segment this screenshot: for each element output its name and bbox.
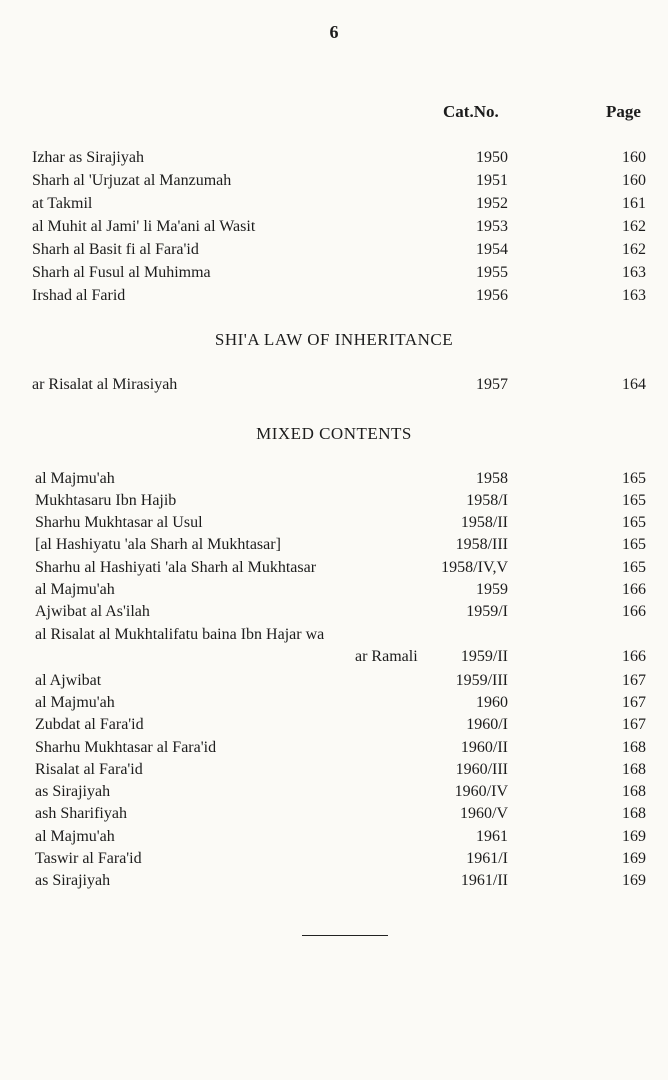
- entry-page: 167: [622, 694, 646, 711]
- entry-title: al Majmu'ah: [35, 470, 115, 487]
- entry-title: [al Hashiyatu 'ala Sharh al Mukhtasar]: [35, 536, 281, 553]
- entry-title: ar Risalat al Mirasiyah: [32, 376, 178, 393]
- entry-cat-no: 1956: [476, 287, 508, 304]
- catalog-row: [0, 468, 668, 490]
- entry-title: al Risalat al Mukhtalifatu baina Ibn Hajar wa: [35, 626, 325, 643]
- entry-page: 163: [622, 264, 646, 281]
- catalog-row: [0, 216, 668, 238]
- entry-cat-no: 1958/III: [455, 536, 508, 553]
- catalog-row: [0, 579, 668, 601]
- entry-title: Irshad al Farid: [32, 287, 126, 304]
- entry-title: as Sirajiyah: [35, 872, 111, 889]
- catalog-row: [0, 646, 668, 668]
- entry-page: 162: [622, 218, 646, 235]
- entry-title: al Majmu'ah: [35, 581, 115, 598]
- catalog-row: [0, 737, 668, 759]
- entry-title: Taswir al Fara'id: [35, 850, 142, 867]
- entry-page: 166: [622, 603, 646, 620]
- catalog-row: [0, 262, 668, 284]
- entry-title: as Sirajiyah: [35, 783, 111, 800]
- entry-title: Mukhtasaru Ibn Hajib: [35, 492, 177, 509]
- entry-cat-no: 1960/V: [460, 805, 508, 822]
- entry-cat-no: 1959/II: [460, 648, 508, 665]
- entry-cat-no: 1959/I: [466, 603, 508, 620]
- catalog-row: [0, 512, 668, 534]
- entry-page: 165: [622, 559, 646, 576]
- entry-page: 164: [622, 376, 646, 393]
- catalog-row: [0, 147, 668, 169]
- catalog-row: [0, 601, 668, 623]
- entry-page: 169: [622, 850, 646, 867]
- entry-page: 163: [622, 287, 646, 304]
- entry-page: 160: [622, 149, 646, 166]
- catalog-row: [0, 670, 668, 692]
- entry-page: 165: [622, 492, 646, 509]
- catalog-row: [0, 624, 668, 646]
- catalog-row: [0, 374, 668, 396]
- entry-title: ash Sharifiyah: [35, 805, 127, 822]
- catalog-row: [0, 714, 668, 736]
- entry-cat-no: 1950: [476, 149, 508, 166]
- entry-page: 165: [622, 470, 646, 487]
- entry-cat-no: 1954: [476, 241, 508, 258]
- entry-title: Sharhu Mukhtasar al Fara'id: [35, 739, 217, 756]
- entry-page: 165: [622, 536, 646, 553]
- page-header: Page: [606, 102, 641, 121]
- entry-page: 167: [622, 672, 646, 689]
- entry-page: 161: [622, 195, 646, 212]
- end-rule: [302, 935, 388, 936]
- entry-title: Sharh al Basit fi al Fara'id: [32, 241, 199, 258]
- entry-page: 168: [622, 805, 646, 822]
- entry-cat-no: 1958/IV,V: [441, 559, 508, 576]
- entry-cat-no: 1958/I: [466, 492, 508, 509]
- catalog-row: [0, 534, 668, 556]
- entry-page: 169: [622, 872, 646, 889]
- entry-cat-no: 1955: [476, 264, 508, 281]
- entry-page: 160: [622, 172, 646, 189]
- section-heading-shia: SHI'A LAW OF INHERITANCE: [214, 330, 454, 349]
- entry-page: 162: [622, 241, 646, 258]
- entry-cat-no: 1961/II: [460, 872, 508, 889]
- catalog-row: [0, 285, 668, 307]
- entry-title: Zubdat al Fara'id: [35, 716, 144, 733]
- entry-page: 166: [622, 581, 646, 598]
- entry-cat-no: 1960/I: [466, 716, 508, 733]
- entry-title: Sharhu Mukhtasar al Usul: [35, 514, 203, 531]
- entry-cat-no: 1952: [476, 195, 508, 212]
- entry-title: Ajwibat al As'ilah: [35, 603, 150, 620]
- catalog-row: [0, 848, 668, 870]
- catalog-row: [0, 759, 668, 781]
- entry-page: 169: [622, 828, 646, 845]
- catalog-row: [0, 490, 668, 512]
- entry-page: 168: [622, 783, 646, 800]
- entry-cat-no: 1960: [476, 694, 508, 711]
- catalog-row: [0, 557, 668, 579]
- catalog-row: [0, 826, 668, 848]
- entry-title: Risalat al Fara'id: [35, 761, 143, 778]
- entry-title: al Majmu'ah: [35, 828, 115, 845]
- entry-page: 167: [622, 716, 646, 733]
- entry-title: at Takmil: [32, 195, 93, 212]
- catalog-row: [0, 692, 668, 714]
- entry-cat-no: 1953: [476, 218, 508, 235]
- entry-cat-no: 1960/II: [460, 739, 508, 756]
- entry-page: 165: [622, 514, 646, 531]
- catalog-row: [0, 870, 668, 892]
- entry-cat-no: 1958/II: [460, 514, 508, 531]
- entry-cat-no: 1960/IV: [454, 783, 508, 800]
- entry-title: Sharhu al Hashiyati 'ala Sharh al Mukhtasar: [35, 559, 317, 576]
- catalog-row: [0, 239, 668, 261]
- catalog-row: [0, 781, 668, 803]
- entry-title: Sharh al 'Urjuzat al Manzumah: [32, 172, 232, 189]
- entry-page: 168: [622, 761, 646, 778]
- entry-cat-no: 1961/I: [466, 850, 508, 867]
- entry-cat-no: 1961: [476, 828, 508, 845]
- entry-page: 166: [622, 648, 646, 665]
- entry-title: al Majmu'ah: [35, 694, 115, 711]
- entry-title: al Muhit al Jami' li Ma'ani al Wasit: [32, 218, 256, 235]
- entry-cat-no: 1959: [476, 581, 508, 598]
- entry-title: al Ajwibat: [35, 672, 102, 689]
- page-number: 6: [329, 22, 339, 42]
- entry-title: Izhar as Sirajiyah: [32, 149, 144, 166]
- catalog-row: [0, 803, 668, 825]
- section-heading-mixed: MIXED CONTENTS: [256, 424, 412, 443]
- entry-cat-no: 1959/III: [455, 672, 508, 689]
- entry-title: Sharh al Fusul al Muhimma: [32, 264, 211, 281]
- entry-page: 168: [622, 739, 646, 756]
- cat-no-header: Cat.No.: [443, 102, 499, 121]
- entry-cat-no: 1958: [476, 470, 508, 487]
- entry-cat-no: 1951: [476, 172, 508, 189]
- entry-title: ar Ramali: [355, 648, 418, 665]
- entry-cat-no: 1957: [476, 376, 508, 393]
- catalog-row: [0, 170, 668, 192]
- entry-cat-no: 1960/III: [455, 761, 508, 778]
- catalog-row: [0, 193, 668, 215]
